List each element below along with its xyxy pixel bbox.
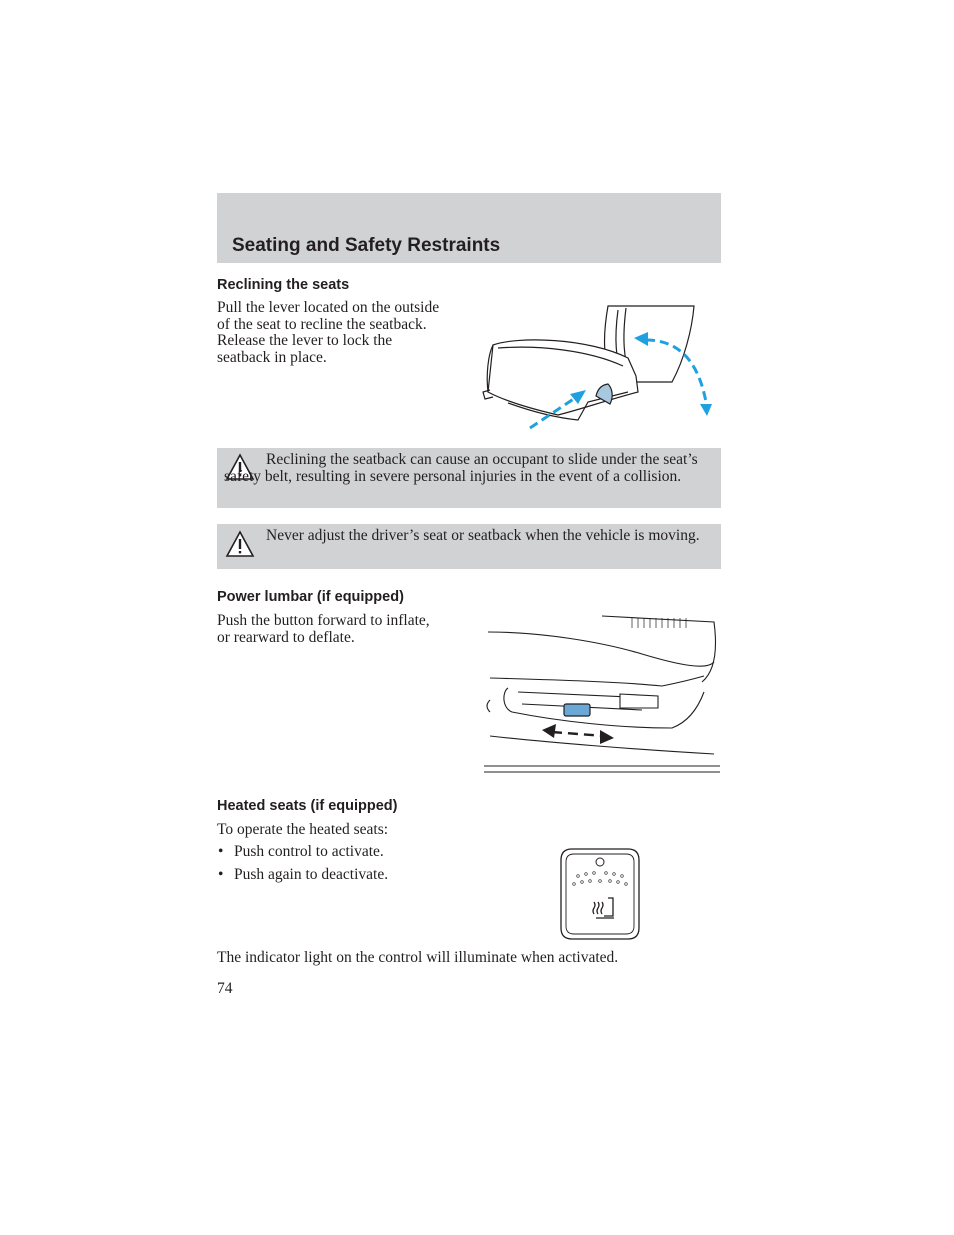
page-number: 74	[217, 980, 233, 997]
lumbar-line: or rearward to deflate.	[217, 628, 355, 646]
lumbar-instructions	[217, 613, 430, 646]
warning-box	[217, 524, 721, 569]
reclining-line: Pull the lever located on the outside	[217, 299, 440, 316]
indicator-note: The indicator light on the control will illuminate when activated.	[217, 949, 619, 966]
warning-text: Reclining the seatback can cause an occupant to slide under the seat’s safety belt, resulting in severe personal injuries in the event of a collision.	[224, 451, 698, 485]
warning-box	[217, 448, 721, 508]
reclining-line: Release the lever to lock the	[217, 332, 393, 349]
indicator-light	[596, 858, 604, 866]
reclining-heading: Reclining the seats	[217, 277, 350, 293]
heated-intro: To operate the heated seats:	[217, 821, 389, 838]
power-lumbar-illustration	[482, 612, 722, 774]
heated-seat-control-illustration	[558, 846, 642, 942]
lumbar-line: Push the button forward to inflate,	[217, 612, 430, 629]
heated-heading: Heated seats (if equipped)	[217, 798, 398, 814]
section-header	[217, 193, 721, 263]
reclining-line: of the seat to recline the seatback.	[217, 315, 427, 333]
heated-steps	[217, 843, 388, 889]
reclining-instructions	[217, 300, 439, 366]
list-item: • Push again to deactivate.	[217, 866, 388, 889]
page-title: Seating and Safety Restraints	[232, 235, 501, 256]
lumbar-button	[564, 704, 590, 716]
seat-recline-illustration	[478, 300, 724, 435]
lumbar-heading: Power lumbar (if equipped)	[217, 589, 404, 605]
list-item: • Push control to activate.	[217, 843, 388, 866]
warning-text: Never adjust the driver’s seat or seatback when the vehicle is moving.	[266, 527, 700, 544]
reclining-line: seatback in place.	[217, 348, 327, 366]
